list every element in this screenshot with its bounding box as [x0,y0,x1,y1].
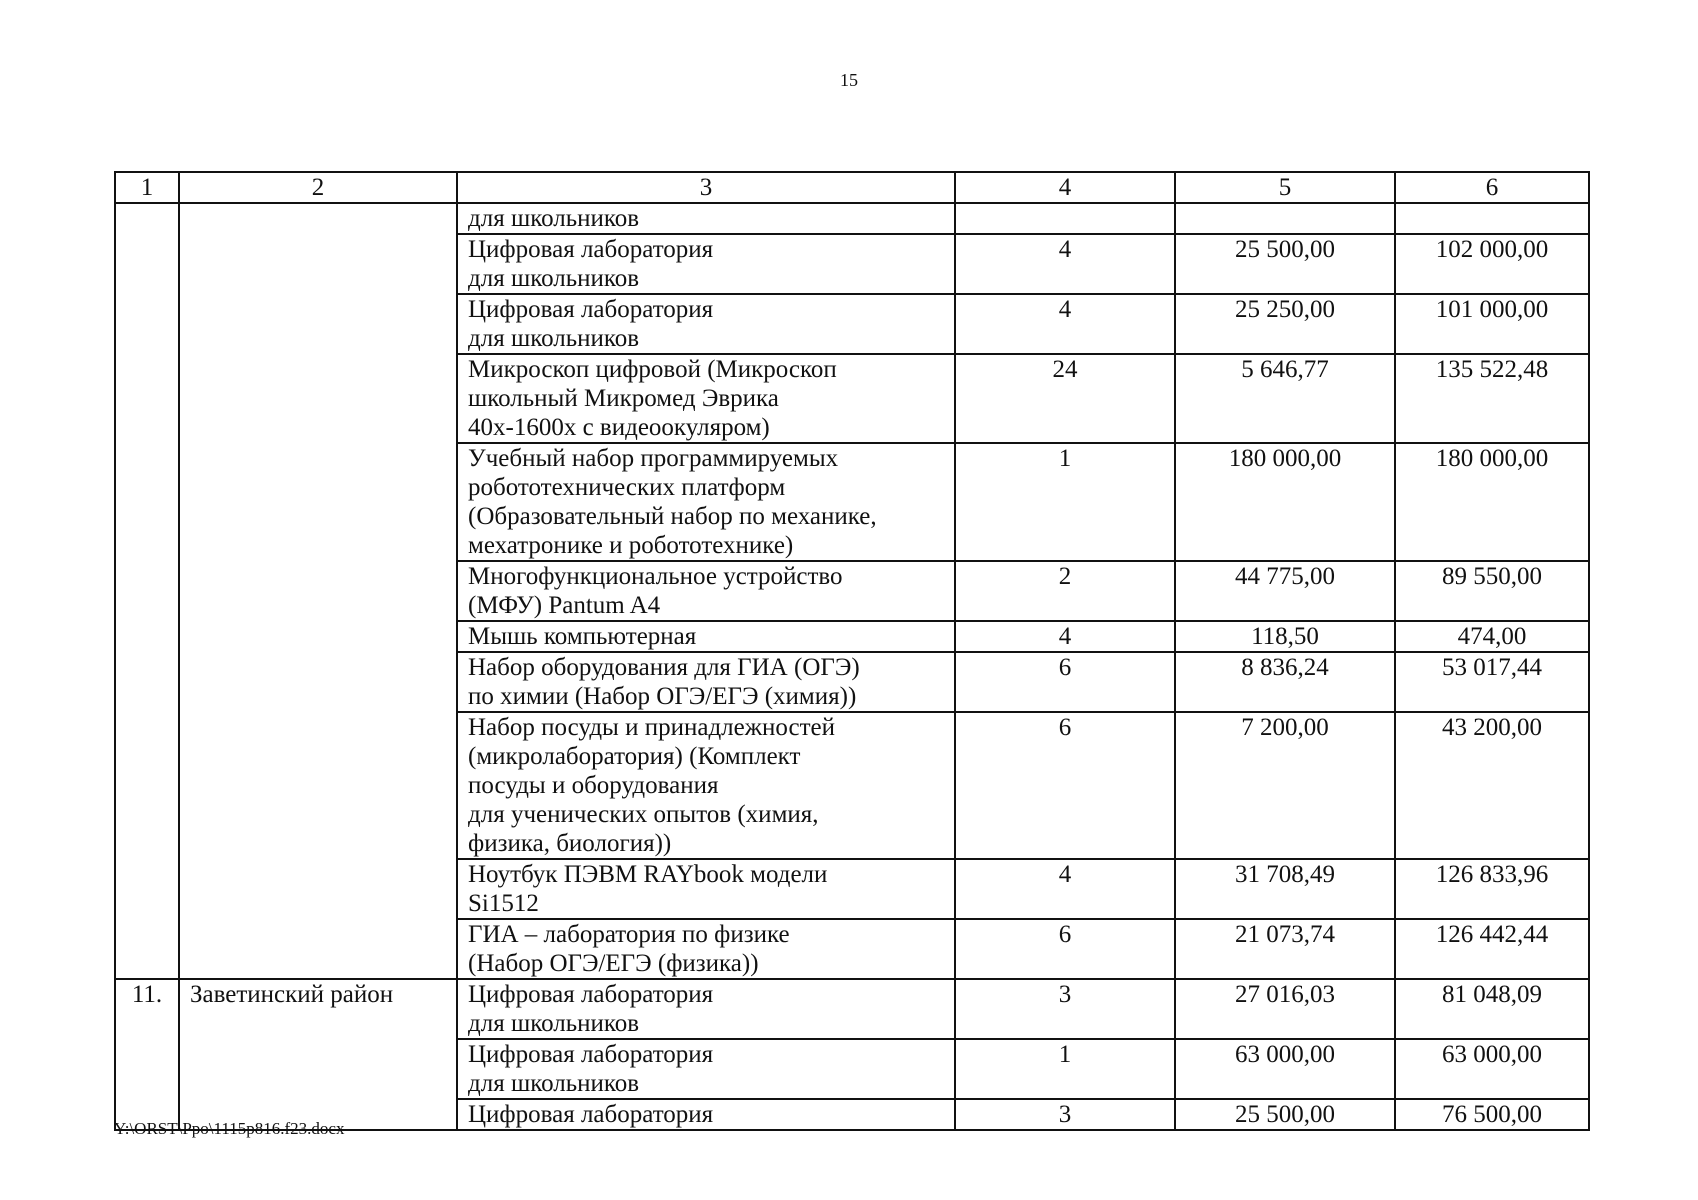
unit-price-cell: 118,50 [1175,621,1395,652]
item-name-cell: Мышь компьютерная [457,621,955,652]
unit-price-cell: 31 708,49 [1175,859,1395,919]
column-number-header: 3 [457,172,955,203]
quantity-cell: 4 [955,621,1175,652]
total-cell: 180 000,00 [1395,443,1589,561]
quantity-cell: 6 [955,652,1175,712]
quantity-cell: 3 [955,1099,1175,1130]
quantity-cell: 6 [955,712,1175,859]
unit-price-cell: 180 000,00 [1175,443,1395,561]
unit-price-cell: 25 500,00 [1175,1099,1395,1130]
quantity-cell: 4 [955,234,1175,294]
row-number-cell: 11. [115,979,179,1130]
quantity-cell: 1 [955,443,1175,561]
total-cell: 126 833,96 [1395,859,1589,919]
total-cell: 76 500,00 [1395,1099,1589,1130]
item-name-cell: Цифровая лаборатория [457,1099,955,1130]
item-name-cell: Цифровая лаборатория для школьников [457,1039,955,1099]
unit-price-cell [1175,203,1395,234]
total-cell [1395,203,1589,234]
row-number-cell [115,203,179,979]
item-name-cell: Цифровая лаборатория для школьников [457,234,955,294]
total-cell: 101 000,00 [1395,294,1589,354]
district-cell [179,203,457,979]
item-name-cell: Микроскоп цифровой (Микроскоп школьный Микромед Эврика 40х-1600х с видеоокуляром) [457,354,955,443]
quantity-cell: 3 [955,979,1175,1039]
column-number-header: 1 [115,172,179,203]
table-header-row [115,172,1589,203]
total-cell: 63 000,00 [1395,1039,1589,1099]
column-number-header: 4 [955,172,1175,203]
column-number-header: 2 [179,172,457,203]
unit-price-cell: 8 836,24 [1175,652,1395,712]
unit-price-cell: 27 016,03 [1175,979,1395,1039]
quantity-cell: 4 [955,294,1175,354]
item-name-cell: Набор посуды и принадлежностей (микролаборатория) (Комплект посуды и оборудования для ученических опытов (химия, физика, биология)) [457,712,955,859]
total-cell: 43 200,00 [1395,712,1589,859]
item-name-cell: Цифровая лаборатория для школьников [457,294,955,354]
item-name-cell: Учебный набор программируемых робототехнических платформ (Образовательный набор по механике, мехатронике и робототехнике) [457,443,955,561]
quantity-cell: 24 [955,354,1175,443]
total-cell: 53 017,44 [1395,652,1589,712]
total-cell: 102 000,00 [1395,234,1589,294]
quantity-cell: 6 [955,919,1175,979]
page-number: 15 [840,70,858,90]
total-cell: 126 442,44 [1395,919,1589,979]
document-path-footer: Y:\ORST\Ppo\1115p816.f23.docx [114,1119,345,1138]
item-name-cell: для школьников [457,203,955,234]
total-cell: 89 550,00 [1395,561,1589,621]
item-name-cell: Многофункциональное устройство (МФУ) Pantum A4 [457,561,955,621]
item-name-cell: ГИА – лаборатория по физике (Набор ОГЭ/ЕГЭ (физика)) [457,919,955,979]
unit-price-cell: 63 000,00 [1175,1039,1395,1099]
item-name-cell: Набор оборудования для ГИА (ОГЭ) по химии (Набор ОГЭ/ЕГЭ (химия)) [457,652,955,712]
total-cell: 474,00 [1395,621,1589,652]
quantity-cell: 1 [955,1039,1175,1099]
district-cell: Заветинский район [179,979,457,1130]
quantity-cell [955,203,1175,234]
quantity-cell: 4 [955,859,1175,919]
item-name-cell: Ноутбук ПЭВМ RAYbook модели Si1512 [457,859,955,919]
unit-price-cell: 25 250,00 [1175,294,1395,354]
quantity-cell: 2 [955,561,1175,621]
unit-price-cell: 21 073,74 [1175,919,1395,979]
unit-price-cell: 25 500,00 [1175,234,1395,294]
unit-price-cell: 7 200,00 [1175,712,1395,859]
total-cell: 81 048,09 [1395,979,1589,1039]
total-cell: 135 522,48 [1395,354,1589,443]
item-name-cell: Цифровая лаборатория для школьников [457,979,955,1039]
column-number-header: 5 [1175,172,1395,203]
unit-price-cell: 44 775,00 [1175,561,1395,621]
table-row [115,979,1589,1039]
column-number-header: 6 [1395,172,1589,203]
unit-price-cell: 5 646,77 [1175,354,1395,443]
table-row [115,203,1589,234]
equipment-table [114,171,1590,1131]
